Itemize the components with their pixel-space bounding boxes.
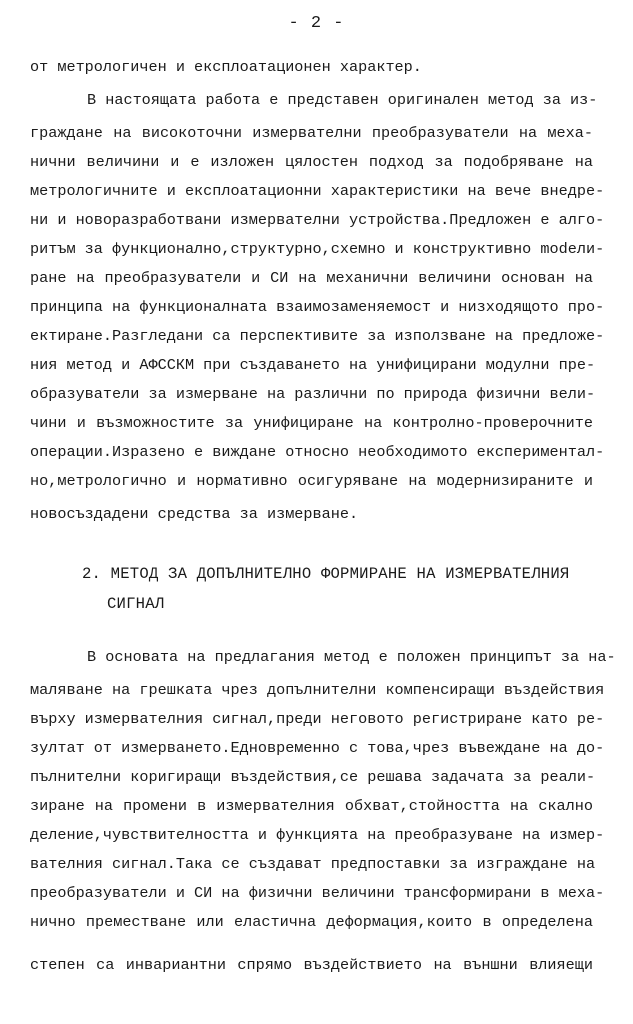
text-line: нично преместване или еластична деформация,които в определена <box>30 913 593 931</box>
section-heading: 2. МЕТОД ЗА ДОПЪЛНИТЕЛНО ФОРМИРАНЕ НА ИЗМЕРВАТЕЛНИЯ <box>82 565 570 583</box>
text-line: деление,чувствителността и функцията на преобразуване на измер- <box>30 826 605 844</box>
text-line: операции.Изразено е виждане относно необходимото експериментал- <box>30 443 605 461</box>
page-number: - 2 - <box>288 14 345 33</box>
text-line: метрологичните и експлоатационни характеристики на вече внедре- <box>30 182 605 200</box>
text-line: преобразуватели и СИ на физични величини трансформирани в меха- <box>30 884 605 902</box>
text-line: пълнителни коригиращи въздействия,се решава задачата за реали- <box>30 768 596 786</box>
text-line: ране на преобразуватели и СИ на механични величини основан на <box>30 269 593 287</box>
text-line: принципа на функционалната взаимозаменяемост и низходящото про- <box>30 298 605 316</box>
text-line: ектиране.Разгледани са перспективите за използване на предложе- <box>30 327 605 345</box>
text-line: новосъздадени средства за измерване. <box>30 505 359 523</box>
text-line: но,метрологично и нормативно осигуряване на модернизираните и <box>30 472 593 490</box>
text-line: В основата на предлагания метод е положен принципът за на- <box>87 648 616 666</box>
text-line: образуватели за измерване на различни по природа физични вели- <box>30 385 596 403</box>
text-line: чини и възможностите за унифициране на контролно-проверочните <box>30 414 593 432</box>
text-line: върху измервателния сигнал,преди неговото регистриране като ре- <box>30 710 605 728</box>
text-line: ни и новоразработвани измервателни устройства.Предложен е алго- <box>30 211 605 229</box>
text-line: ния метод и АФССКМ при създаването на унифицирани модулни пре- <box>30 356 596 374</box>
text-line: вателния сигнал.Така се създават предпоставки за изграждане на <box>30 855 596 873</box>
text-line: степен са инвариантни спрямо въздействието на външни влияещи <box>30 956 593 974</box>
text-line: граждане на високоточни измервателни преобразуватели на меха- <box>30 124 593 142</box>
text-line: нични величини и е изложен цялостен подход за подобряване на <box>30 153 593 171</box>
text-line: зиране на промени в измервателния обхват,стойността на скално <box>30 797 593 815</box>
text-line: В настоящата работа е представен оригинален метод за из- <box>87 91 598 109</box>
text-line: зултат от измерването.Едновременно с това,чрез въвеждане на до- <box>30 739 605 757</box>
text-line: ритъм за функционално,структурно,схемно и конструктивно modели- <box>30 240 605 258</box>
section-heading-continuation: СИГНАЛ <box>107 595 165 613</box>
text-line: от метрологичен и експлоатационен характер. <box>30 58 422 76</box>
text-line: маляване на грешката чрез допълнителни компенсиращи въздействия <box>30 681 605 699</box>
